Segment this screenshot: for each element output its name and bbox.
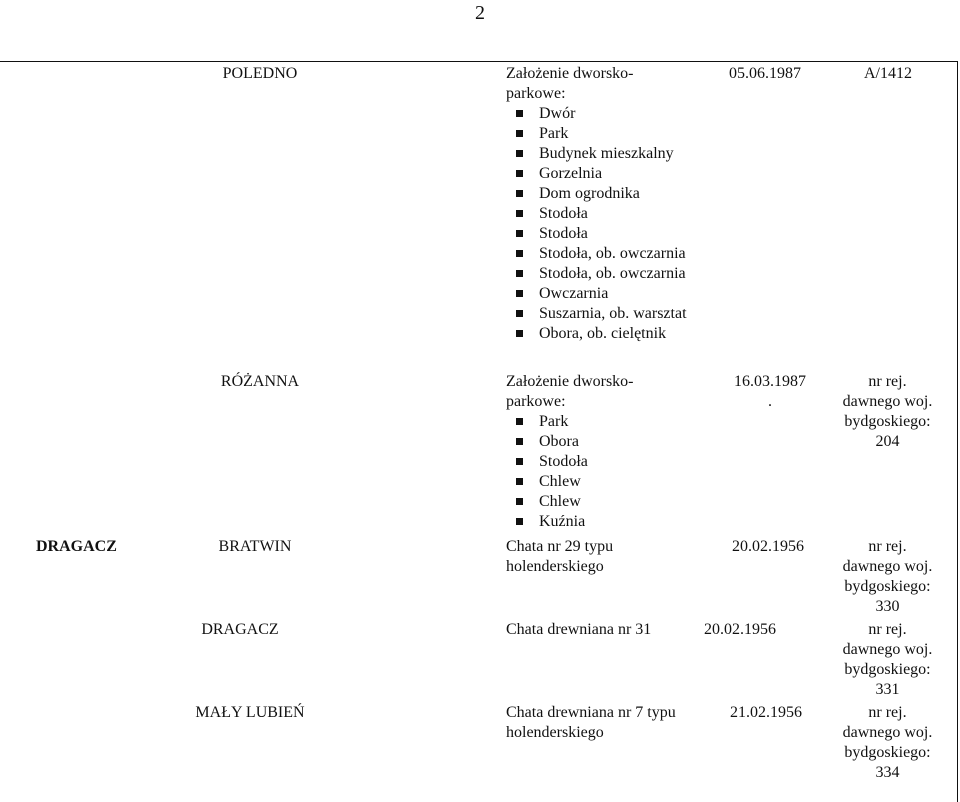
list-item: Kuźnia bbox=[516, 512, 634, 532]
square-bullet-icon bbox=[516, 310, 523, 317]
list-item: Stodoła, ob. owczarnia bbox=[516, 264, 687, 284]
object-items bbox=[506, 104, 687, 344]
date-value: 16.03.1987 bbox=[734, 373, 806, 390]
list-item: Gorzelnia bbox=[516, 164, 687, 184]
square-bullet-icon bbox=[516, 230, 523, 237]
list-item: Stodoła bbox=[516, 204, 687, 224]
date-dragacz: 20.02.1956 bbox=[704, 621, 776, 638]
list-item: Park bbox=[516, 412, 634, 432]
date-bratwin: 20.02.1956 bbox=[732, 538, 804, 555]
square-bullet-icon bbox=[516, 518, 523, 525]
register-dragacz bbox=[820, 620, 955, 700]
object-line: holenderskiego bbox=[506, 724, 604, 741]
register-line: 330 bbox=[875, 598, 900, 615]
square-bullet-icon bbox=[516, 150, 523, 157]
square-bullet-icon bbox=[516, 190, 523, 197]
square-bullet-icon bbox=[516, 478, 523, 485]
register-line: bydgoskiego: bbox=[844, 578, 931, 595]
register-bratwin bbox=[820, 537, 955, 617]
list-item: Chlew bbox=[516, 472, 634, 492]
register-line: 331 bbox=[875, 681, 900, 698]
list-item: Chlew bbox=[516, 492, 634, 512]
square-bullet-icon bbox=[516, 250, 523, 257]
register-line: nr rej. bbox=[868, 373, 907, 390]
list-item: Park bbox=[516, 124, 687, 144]
object-maly-lubien bbox=[506, 703, 676, 743]
square-bullet-icon bbox=[516, 418, 523, 425]
table-frame bbox=[0, 61, 958, 802]
town-maly-lubien: MAŁY LUBIEŃ bbox=[195, 704, 305, 721]
register-line: nr rej. bbox=[868, 538, 907, 555]
object-title-cont: parkowe: bbox=[506, 393, 566, 410]
square-bullet-icon bbox=[516, 438, 523, 445]
register-poledno: A/1412 bbox=[864, 65, 912, 82]
square-bullet-icon bbox=[516, 130, 523, 137]
register-line: dawnego woj. bbox=[842, 724, 933, 741]
register-line: bydgoskiego: bbox=[844, 744, 931, 761]
object-list-rozanna bbox=[506, 372, 634, 532]
register-line: dawnego woj. bbox=[842, 393, 933, 410]
list-item: Dom ogrodnika bbox=[516, 184, 687, 204]
town-bratwin: BRATWIN bbox=[218, 538, 292, 555]
register-rozanna bbox=[820, 372, 955, 452]
object-bratwin bbox=[506, 537, 613, 577]
square-bullet-icon bbox=[516, 498, 523, 505]
date-maly-lubien: 21.02.1956 bbox=[730, 704, 802, 721]
register-line: nr rej. bbox=[868, 704, 907, 721]
list-item: Obora, ob. cielętnik bbox=[516, 324, 687, 344]
object-line: Chata nr 29 typu bbox=[506, 538, 614, 555]
object-title: Założenie dworsko- bbox=[506, 373, 634, 390]
page-number: 2 bbox=[475, 2, 485, 24]
date-rozanna bbox=[710, 372, 830, 412]
square-bullet-icon bbox=[516, 458, 523, 465]
register-line: 334 bbox=[875, 764, 900, 781]
town-rozanna: RÓŻANNA bbox=[220, 373, 300, 390]
object-line: holenderskiego bbox=[506, 558, 604, 575]
square-bullet-icon bbox=[516, 290, 523, 297]
town-poledno: POLEDNO bbox=[222, 65, 298, 82]
list-item: Stodoła, ob. owczarnia bbox=[516, 244, 687, 264]
date-value-cont: . bbox=[768, 393, 772, 410]
square-bullet-icon bbox=[516, 170, 523, 177]
register-line: bydgoskiego: bbox=[844, 661, 931, 678]
square-bullet-icon bbox=[516, 270, 523, 277]
list-item: Budynek mieszkalny bbox=[516, 144, 687, 164]
town-dragacz: DRAGACZ bbox=[201, 621, 279, 638]
register-maly-lubien bbox=[820, 703, 955, 783]
register-line: nr rej. bbox=[868, 621, 907, 638]
list-item: Dwór bbox=[516, 104, 687, 124]
list-item: Suszarnia, ob. warsztat bbox=[516, 304, 687, 324]
object-line: Chata drewniana nr 7 typu bbox=[506, 704, 676, 721]
date-poledno: 05.06.1987 bbox=[729, 65, 801, 82]
square-bullet-icon bbox=[516, 110, 523, 117]
register-line: bydgoskiego: bbox=[844, 413, 931, 430]
square-bullet-icon bbox=[516, 330, 523, 337]
register-line: dawnego woj. bbox=[842, 641, 933, 658]
object-title: Założenie dworsko- bbox=[506, 65, 634, 82]
object-list-poledno bbox=[506, 64, 687, 344]
object-title-cont: parkowe: bbox=[506, 85, 566, 102]
object-dragacz: Chata drewniana nr 31 bbox=[506, 621, 652, 638]
object-items bbox=[506, 412, 634, 532]
gmina-dragacz: DRAGACZ bbox=[36, 538, 117, 555]
list-item: Owczarnia bbox=[516, 284, 687, 304]
list-item: Obora bbox=[516, 432, 634, 452]
register-line: dawnego woj. bbox=[842, 558, 933, 575]
register-line: 204 bbox=[875, 433, 900, 450]
list-item: Stodoła bbox=[516, 224, 687, 244]
list-item: Stodoła bbox=[516, 452, 634, 472]
square-bullet-icon bbox=[516, 210, 523, 217]
